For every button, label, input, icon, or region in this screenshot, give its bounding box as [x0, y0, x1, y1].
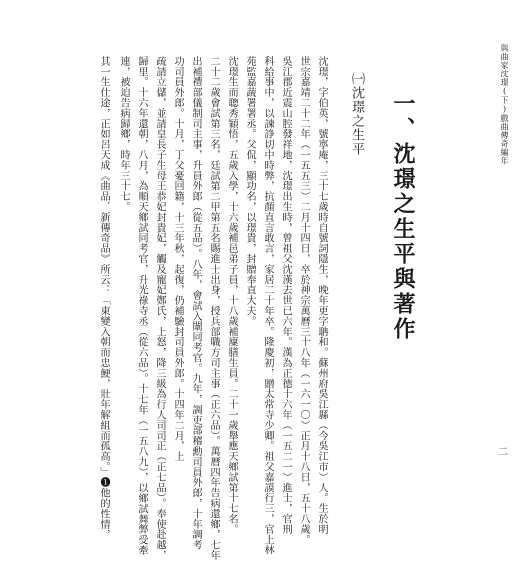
body-line-5: 苑監嘉蔬署署丞。父侃，顯功名，以璟貴，封贈奉直大夫。: [244, 56, 256, 327]
running-header: 與曲家沈璟(下)戲曲傳奇編年: [500, 44, 509, 165]
body-line-3: 吳江郡近震山腔發祥地，沈璟出生時，曾祖父沈漢去世已六年。漢為正德十六年（一五二一）進士，官刑: [280, 56, 292, 535]
body-line-7: 二十二歲會試第三名，廷試第二甲第五名賜進士出身，授兵部職方司主事（正六品）。萬曆四年告病還鄉，七年: [208, 56, 220, 561]
body-line-1: 沈璟，字伯英，號寧庵，三十七歲時自號詞隱生，晚年更字聃和。蘇州府吳江縣（今吳江市）人。生於明: [316, 56, 328, 535]
body-line-4: 科給事中，以諫諍切中時弊，抗顏直言敢言，家居二十年卒。隆慶初，贈太常寺少卿。祖父嘉謨行三，官上林: [262, 56, 274, 556]
chapter-title: 一、沈璟之生平與著作: [390, 92, 416, 342]
page-number: 二: [498, 447, 508, 458]
body-line-12: 連，被迫告病歸鄉，時年三十七。: [118, 56, 130, 212]
body-line-11: 歸里。十六年還朝，八月，為順天鄉試同考官，升光祿寺丞（從六品）。十七年（一五八九），以鄉試舞弊受牽: [136, 56, 148, 556]
body-line-13: 其一生仕途，正如呂天成《曲品．新傳奇品》所云：「東變入朝而忠鯁，壯年解組而孤高。」❶他的性情，: [98, 56, 110, 540]
body-line-8: 出補禮部儀制司主事，升員外郎（從五品）。八年，會試入闈同考官。九年，調吏部稽勳司員外郎，十年調考: [190, 56, 202, 551]
body-line-10: 疏請立儲，並請皇長子生母王恭妃封貴妃，觸及寵妃鄭氏，上怒，降三級為行人司司正（正七品）。奉使赴越，: [154, 56, 166, 561]
body-line-9: 功司員外郎。十月，丁父憂回籍，十三年秋，起復，仍補驗封司員外郎。十四年二月，上: [172, 56, 184, 462]
body-line-6: 沈璟生而聰秀穎悟，五歲入學，十六歲補邑弟子員，十八歲補廩膳生員。二十一歲舉應天鄉試第十七名。: [226, 56, 238, 535]
section-title: ㈠沈璟之生平: [349, 72, 364, 156]
body-line-2: 世宗嘉靖二十二年（一五五三）二月十四日，卒於神宗萬曆三十八年（一六一〇）正月十八日，五十八歲。: [298, 56, 310, 545]
